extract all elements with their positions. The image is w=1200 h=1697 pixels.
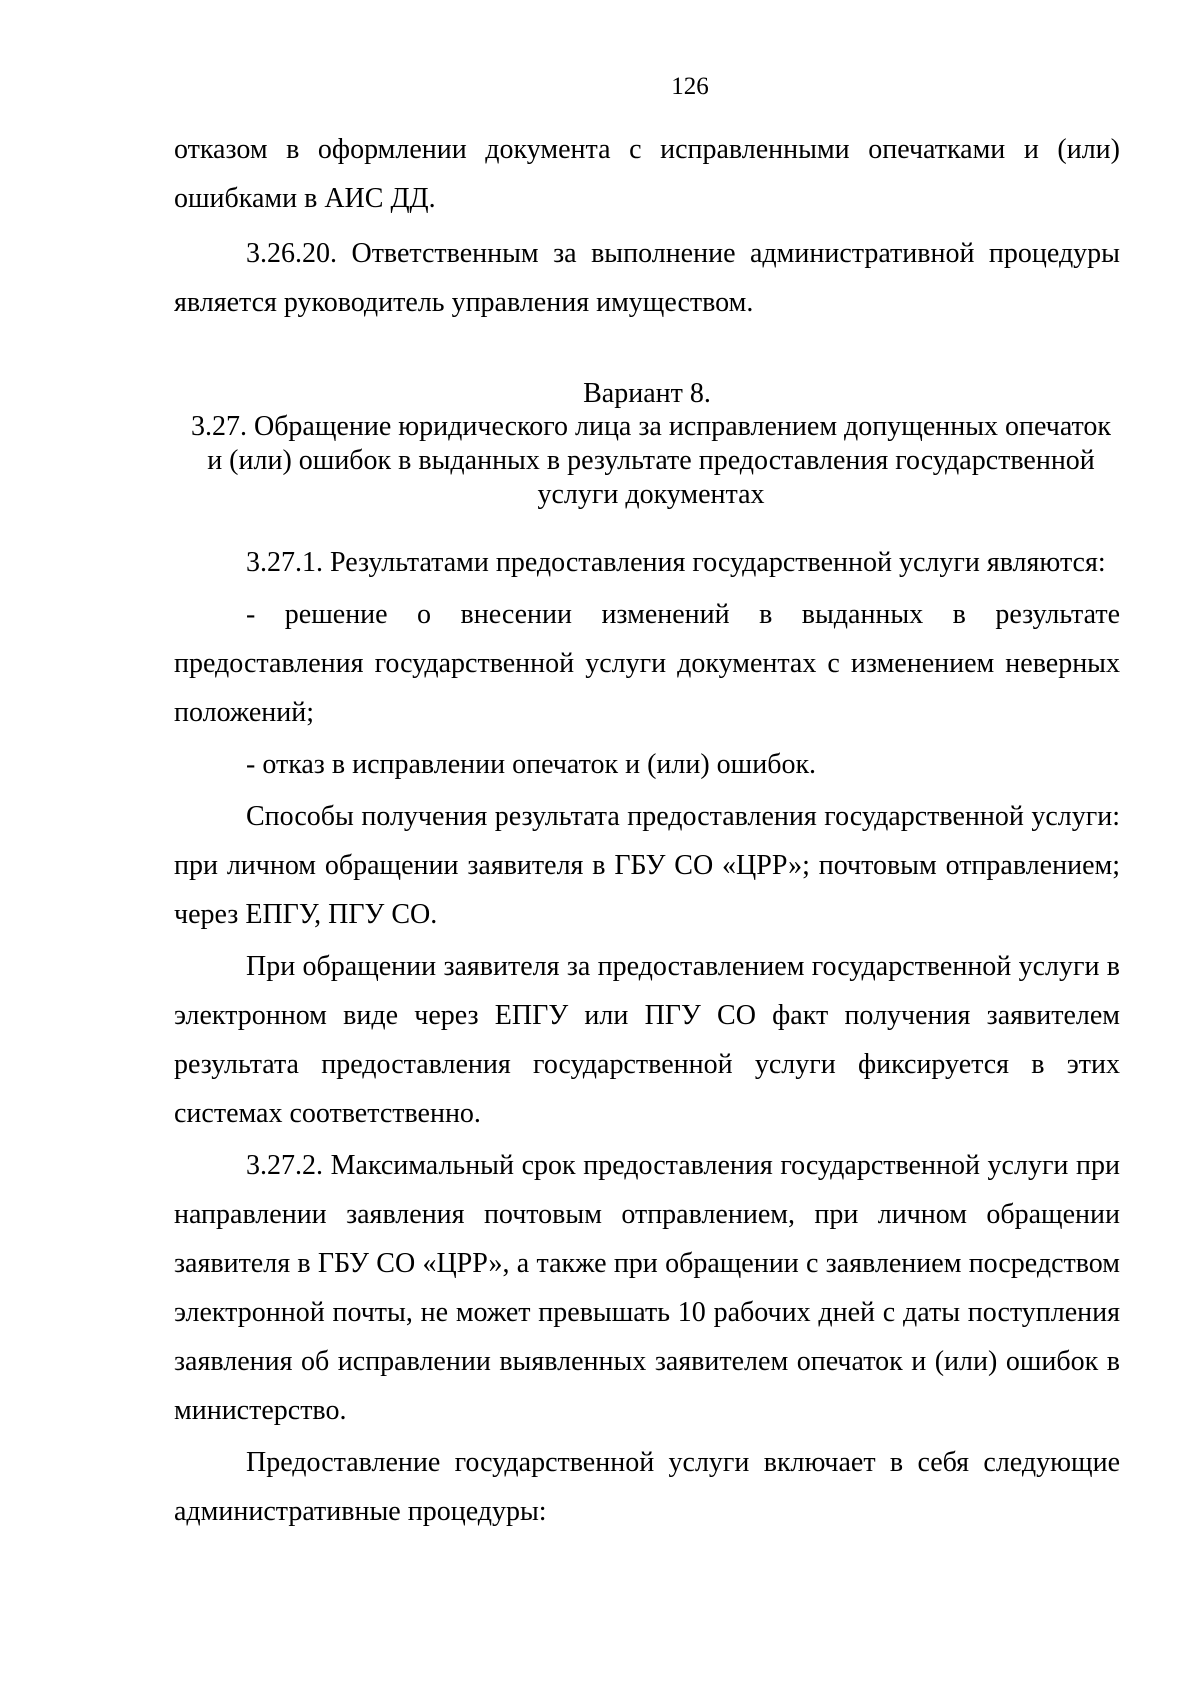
list-item-decision: - решение о внесении изменений в выданных в результате предоставления государственной услуги документах с изменением неверных положений; xyxy=(174,599,1120,728)
paragraph-electronic-result: При обращении заявителя за предоставлением государственной услуги в электронном виде через ЕПГУ или ПГУ СО факт получения заявителем результата предоставления государственной услуги фиксируется в этих системах соответственно. xyxy=(174,951,1120,1129)
paragraph-continuation: отказом в оформлении документа с исправленными опечатками и (или) ошибками в АИС ДД. xyxy=(174,134,1120,214)
paragraph-3-26-20: 3.26.20. Ответственным за выполнение административной процедуры является руководитель управления имуществом. xyxy=(174,238,1120,318)
paragraph-procedures-intro: Предоставление государственной услуги включает в себя следующие административные процедуры: xyxy=(174,1447,1120,1527)
list-item-refusal: - отказ в исправлении опечаток и (или) ошибок. xyxy=(246,749,817,780)
page-number: 126 xyxy=(671,73,709,100)
section-heading xyxy=(174,377,1120,512)
paragraph-3-27-1: 3.27.1. Результатами предоставления государственной услуги являются: xyxy=(246,547,1106,578)
paragraph-3-27-2: 3.27.2. Максимальный срок предоставления государственной услуги при направлении заявления почтовым отправлением, при личном обращении заявителя в ГБУ СО «ЦРР», а также при обращении с заявлением посредством электронной почты, не может превышать 10 рабочих дней с даты поступления заявления об исправлении выявленных заявителем опечаток и (или) ошибок в министерство. xyxy=(174,1150,1120,1426)
paragraph-result-methods: Способы получения результата предоставления государственной услуги: при личном обращении заявителя в ГБУ СО «ЦРР»; почтовым отправлением; через ЕПГУ, ПГУ СО. xyxy=(174,801,1120,930)
document-body xyxy=(174,125,1120,1536)
variant-heading: Вариант 8. xyxy=(583,378,711,409)
section-title: 3.27. Обращение юридического лица за исправлением допущенных опечаток и (или) ошибок в выданных в результате предоставления государственной услуги документах xyxy=(190,411,1112,510)
